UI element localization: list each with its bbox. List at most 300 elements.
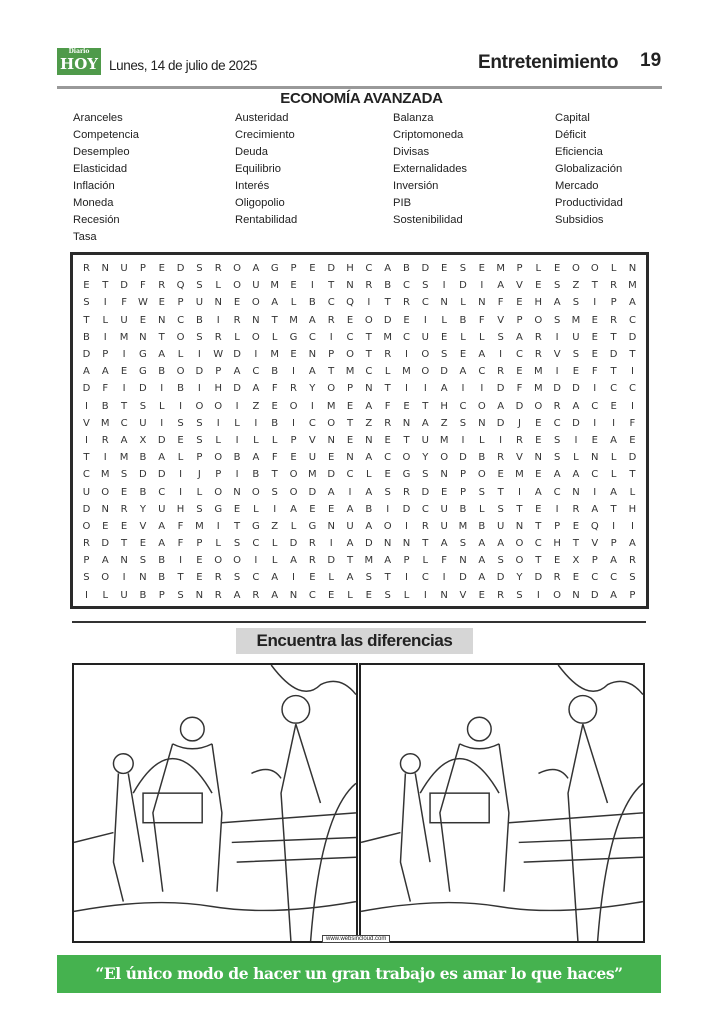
grid-letter[interactable]: S bbox=[553, 452, 561, 464]
grid-letter[interactable]: E bbox=[403, 400, 410, 412]
grid-letter[interactable]: L bbox=[384, 366, 391, 378]
grid-letter[interactable]: S bbox=[120, 469, 128, 481]
grid-letter[interactable]: D bbox=[496, 417, 505, 429]
grid-letter[interactable]: E bbox=[309, 503, 316, 515]
grid-letter[interactable]: O bbox=[289, 486, 298, 498]
grid-letter[interactable]: A bbox=[384, 555, 392, 567]
grid-letter[interactable]: R bbox=[365, 280, 373, 292]
grid-letter[interactable]: P bbox=[610, 538, 617, 550]
grid-letter[interactable]: E bbox=[572, 366, 580, 378]
grid-letter[interactable]: I bbox=[122, 572, 126, 584]
grid-letter[interactable]: S bbox=[553, 280, 561, 292]
grid-letter[interactable]: F bbox=[497, 297, 504, 309]
grid-letter[interactable]: S bbox=[139, 555, 147, 567]
grid-letter[interactable]: T bbox=[384, 383, 391, 395]
grid-letter[interactable]: R bbox=[403, 297, 410, 309]
grid-letter[interactable]: L bbox=[271, 331, 278, 343]
grid-letter[interactable]: N bbox=[365, 383, 373, 395]
grid-letter[interactable]: P bbox=[196, 452, 203, 464]
grid-letter[interactable]: R bbox=[308, 555, 316, 567]
grid-letter[interactable]: T bbox=[271, 314, 278, 326]
grid-letter[interactable]: H bbox=[534, 297, 543, 309]
grid-letter[interactable]: R bbox=[421, 520, 429, 532]
grid-letter[interactable]: A bbox=[478, 572, 486, 584]
grid-letter[interactable]: B bbox=[271, 417, 279, 429]
grid-letter[interactable]: C bbox=[252, 366, 260, 378]
grid-letter[interactable]: O bbox=[214, 400, 223, 412]
grid-letter[interactable]: I bbox=[593, 486, 597, 498]
grid-letter[interactable]: I bbox=[405, 349, 408, 361]
grid-letter[interactable]: O bbox=[515, 538, 524, 550]
grid-letter[interactable]: R bbox=[327, 314, 335, 326]
grid-letter[interactable]: G bbox=[139, 349, 147, 361]
grid-letter[interactable]: T bbox=[177, 572, 184, 584]
grid-letter[interactable]: I bbox=[103, 297, 107, 309]
grid-letter[interactable]: L bbox=[328, 572, 334, 584]
grid-letter[interactable]: B bbox=[139, 486, 147, 498]
grid-letter[interactable]: I bbox=[555, 331, 559, 343]
grid-letter[interactable]: P bbox=[516, 314, 523, 326]
grid-letter[interactable]: I bbox=[499, 349, 503, 361]
grid-letter[interactable]: C bbox=[591, 572, 599, 584]
grid-letter[interactable]: I bbox=[536, 589, 540, 601]
grid-letter[interactable]: L bbox=[610, 469, 617, 481]
grid-letter[interactable]: C bbox=[553, 417, 561, 429]
grid-letter[interactable]: N bbox=[346, 452, 354, 464]
grid-letter[interactable]: R bbox=[214, 331, 222, 343]
grid-letter[interactable]: O bbox=[327, 417, 336, 429]
grid-letter[interactable]: E bbox=[309, 572, 316, 584]
grid-letter[interactable]: P bbox=[610, 297, 617, 309]
grid-letter[interactable]: T bbox=[535, 520, 542, 532]
grid-letter[interactable]: S bbox=[196, 331, 203, 343]
grid-letter[interactable]: C bbox=[403, 331, 410, 343]
grid-letter[interactable]: D bbox=[82, 503, 91, 515]
grid-letter[interactable]: N bbox=[628, 263, 637, 275]
grid-letter[interactable]: O bbox=[214, 555, 223, 567]
grid-letter[interactable]: B bbox=[139, 589, 147, 601]
grid-letter[interactable]: C bbox=[158, 486, 166, 498]
grid-letter[interactable]: P bbox=[629, 589, 636, 601]
grid-letter[interactable]: E bbox=[177, 434, 184, 446]
grid-letter[interactable]: M bbox=[345, 366, 355, 378]
grid-letter[interactable]: S bbox=[196, 434, 203, 446]
grid-letter[interactable]: D bbox=[609, 349, 618, 361]
grid-letter[interactable]: R bbox=[610, 280, 618, 292]
grid-letter[interactable]: A bbox=[158, 538, 166, 550]
grid-letter[interactable]: U bbox=[120, 589, 128, 601]
grid-letter[interactable]: T bbox=[328, 366, 335, 378]
grid-letter[interactable]: S bbox=[497, 555, 504, 567]
grid-letter[interactable]: S bbox=[516, 589, 523, 601]
grid-letter[interactable]: T bbox=[271, 469, 278, 481]
grid-letter[interactable]: O bbox=[477, 469, 486, 481]
grid-letter[interactable]: E bbox=[591, 349, 598, 361]
grid-letter[interactable]: A bbox=[497, 538, 505, 550]
grid-letter[interactable]: M bbox=[195, 520, 204, 532]
grid-letter[interactable]: S bbox=[553, 314, 561, 326]
grid-letter[interactable]: A bbox=[610, 434, 618, 446]
grid-letter[interactable]: N bbox=[233, 486, 241, 498]
grid-letter[interactable]: B bbox=[478, 452, 486, 464]
grid-letter[interactable]: L bbox=[290, 520, 297, 532]
grid-letter[interactable]: I bbox=[179, 400, 183, 412]
grid-letter[interactable]: O bbox=[251, 297, 260, 309]
grid-letter[interactable]: M bbox=[364, 555, 374, 567]
grid-letter[interactable]: B bbox=[403, 263, 410, 275]
grid-letter[interactable]: M bbox=[100, 417, 110, 429]
grid-letter[interactable]: S bbox=[177, 417, 184, 429]
grid-letter[interactable]: C bbox=[365, 263, 373, 275]
grid-letter[interactable]: V bbox=[516, 280, 523, 292]
grid-letter[interactable]: I bbox=[292, 366, 295, 378]
grid-letter[interactable]: E bbox=[459, 349, 467, 361]
grid-letter[interactable]: D bbox=[157, 434, 166, 446]
grid-letter[interactable]: R bbox=[252, 589, 260, 601]
grid-letter[interactable]: A bbox=[101, 366, 109, 378]
grid-letter[interactable]: A bbox=[252, 452, 260, 464]
grid-letter[interactable]: A bbox=[271, 572, 279, 584]
grid-letter[interactable]: E bbox=[384, 469, 391, 481]
grid-letter[interactable]: D bbox=[496, 572, 505, 584]
grid-letter[interactable]: O bbox=[289, 469, 298, 481]
grid-letter[interactable]: D bbox=[327, 555, 336, 567]
grid-letter[interactable]: N bbox=[402, 538, 411, 550]
grid-letter[interactable]: L bbox=[479, 503, 485, 515]
grid-letter[interactable]: M bbox=[119, 331, 129, 343]
grid-letter[interactable]: S bbox=[83, 572, 90, 584]
grid-letter[interactable]: A bbox=[233, 589, 241, 601]
grid-letter[interactable]: N bbox=[289, 589, 298, 601]
grid-letter[interactable]: E bbox=[478, 263, 485, 275]
grid-letter[interactable]: A bbox=[629, 297, 636, 309]
grid-letter[interactable]: E bbox=[516, 297, 523, 309]
grid-letter[interactable]: E bbox=[478, 589, 485, 601]
grid-letter[interactable]: R bbox=[610, 314, 618, 326]
grid-letter[interactable]: G bbox=[289, 331, 298, 343]
grid-letter[interactable]: P bbox=[139, 263, 146, 275]
grid-letter[interactable]: R bbox=[233, 314, 241, 326]
grid-letter[interactable]: O bbox=[195, 400, 204, 412]
grid-letter[interactable]: R bbox=[553, 572, 561, 584]
grid-letter[interactable]: P bbox=[158, 589, 165, 601]
grid-letter[interactable]: E bbox=[328, 503, 335, 515]
grid-letter[interactable]: N bbox=[572, 589, 580, 601]
grid-letter[interactable]: A bbox=[421, 417, 429, 429]
grid-letter[interactable]: C bbox=[384, 452, 392, 464]
grid-letter[interactable]: I bbox=[310, 280, 314, 292]
grid-letter[interactable]: I bbox=[216, 520, 220, 532]
grid-letter[interactable]: L bbox=[196, 486, 203, 498]
grid-letter[interactable]: D bbox=[383, 314, 392, 326]
grid-letter[interactable]: A bbox=[290, 555, 297, 567]
grid-letter[interactable]: R bbox=[628, 555, 636, 567]
grid-letter[interactable]: S bbox=[196, 503, 203, 515]
grid-letter[interactable]: T bbox=[121, 538, 128, 550]
grid-letter[interactable]: T bbox=[516, 503, 523, 515]
grid-letter[interactable]: N bbox=[139, 331, 147, 343]
grid-letter[interactable]: S bbox=[572, 349, 580, 361]
grid-letter[interactable]: I bbox=[329, 331, 333, 343]
grid-letter[interactable]: L bbox=[535, 263, 542, 275]
grid-letter[interactable]: I bbox=[179, 469, 183, 481]
grid-letter[interactable]: D bbox=[157, 469, 166, 481]
grid-letter[interactable]: P bbox=[215, 366, 222, 378]
grid-letter[interactable]: I bbox=[160, 383, 164, 395]
grid-letter[interactable]: T bbox=[384, 572, 391, 584]
grid-letter[interactable]: S bbox=[572, 297, 580, 309]
grid-letter[interactable]: O bbox=[553, 589, 562, 601]
grid-letter[interactable]: N bbox=[440, 469, 448, 481]
grid-letter[interactable]: F bbox=[177, 520, 184, 532]
grid-letter[interactable]: C bbox=[628, 314, 636, 326]
grid-letter[interactable]: P bbox=[177, 297, 184, 309]
grid-letter[interactable]: E bbox=[102, 520, 109, 532]
grid-letter[interactable]: N bbox=[440, 297, 448, 309]
grid-letter[interactable]: S bbox=[365, 572, 373, 584]
grid-letter[interactable]: U bbox=[252, 280, 260, 292]
grid-letter[interactable]: R bbox=[515, 434, 523, 446]
grid-letter[interactable]: A bbox=[572, 400, 580, 412]
grid-letter[interactable]: I bbox=[84, 400, 88, 412]
grid-letter[interactable]: M bbox=[571, 314, 581, 326]
grid-letter[interactable]: L bbox=[479, 434, 485, 446]
grid-letter[interactable]: Z bbox=[252, 400, 260, 412]
grid-letter[interactable]: L bbox=[102, 589, 109, 601]
grid-letter[interactable]: T bbox=[121, 400, 128, 412]
grid-letter[interactable]: I bbox=[367, 297, 371, 309]
grid-letter[interactable]: R bbox=[534, 331, 542, 343]
grid-letter[interactable]: A bbox=[497, 280, 505, 292]
grid-letter[interactable]: T bbox=[328, 280, 335, 292]
grid-letter[interactable]: A bbox=[384, 263, 392, 275]
grid-letter[interactable]: O bbox=[289, 400, 298, 412]
grid-letter[interactable]: D bbox=[82, 383, 91, 395]
grid-letter[interactable]: Z bbox=[572, 280, 580, 292]
grid-letter[interactable]: C bbox=[534, 538, 542, 550]
grid-letter[interactable]: A bbox=[553, 297, 561, 309]
grid-letter[interactable]: C bbox=[308, 417, 316, 429]
grid-letter[interactable]: N bbox=[440, 589, 448, 601]
grid-letter[interactable]: C bbox=[120, 417, 128, 429]
grid-letter[interactable]: L bbox=[610, 263, 617, 275]
grid-letter[interactable]: E bbox=[346, 434, 354, 446]
grid-letter[interactable]: P bbox=[459, 486, 466, 498]
grid-letter[interactable]: I bbox=[254, 349, 258, 361]
grid-letter[interactable]: N bbox=[101, 263, 109, 275]
grid-letter[interactable]: D bbox=[572, 417, 580, 429]
grid-letter[interactable]: R bbox=[572, 503, 580, 515]
grid-letter[interactable]: L bbox=[271, 555, 278, 567]
grid-letter[interactable]: L bbox=[234, 331, 240, 343]
grid-letter[interactable]: A bbox=[610, 589, 618, 601]
grid-letter[interactable]: E bbox=[309, 263, 316, 275]
grid-letter[interactable]: Z bbox=[365, 417, 373, 429]
grid-letter[interactable]: D bbox=[233, 383, 241, 395]
grid-letter[interactable]: A bbox=[516, 331, 523, 343]
grid-letter[interactable]: N bbox=[478, 297, 486, 309]
grid-letter[interactable]: R bbox=[82, 538, 90, 550]
grid-letter[interactable]: S bbox=[139, 400, 147, 412]
grid-letter[interactable]: B bbox=[158, 572, 166, 584]
grid-letter[interactable]: C bbox=[177, 314, 185, 326]
grid-letter[interactable]: D bbox=[628, 331, 637, 343]
grid-letter[interactable]: A bbox=[327, 486, 335, 498]
grid-letter[interactable]: E bbox=[120, 520, 128, 532]
grid-letter[interactable]: D bbox=[515, 400, 524, 412]
grid-letter[interactable]: B bbox=[308, 297, 316, 309]
grid-letter[interactable]: O bbox=[346, 349, 354, 361]
grid-letter[interactable]: T bbox=[233, 520, 241, 532]
grid-letter[interactable]: B bbox=[177, 383, 184, 395]
grid-letter[interactable]: A bbox=[478, 555, 486, 567]
grid-letter[interactable]: B bbox=[252, 469, 260, 481]
grid-letter[interactable]: C bbox=[327, 297, 335, 309]
grid-letter[interactable]: B bbox=[195, 314, 203, 326]
grid-letter[interactable]: Q bbox=[176, 280, 185, 292]
grid-letter[interactable]: N bbox=[327, 434, 335, 446]
grid-letter[interactable]: T bbox=[497, 486, 504, 498]
grid-letter[interactable]: E bbox=[120, 366, 128, 378]
grid-letter[interactable]: F bbox=[478, 314, 485, 326]
grid-letter[interactable]: E bbox=[591, 314, 598, 326]
grid-letter[interactable]: C bbox=[346, 469, 354, 481]
grid-letter[interactable]: H bbox=[440, 400, 448, 412]
grid-letter[interactable]: C bbox=[421, 297, 429, 309]
grid-letter[interactable]: B bbox=[158, 366, 166, 378]
grid-letter[interactable]: O bbox=[176, 366, 185, 378]
grid-letter[interactable]: P bbox=[102, 349, 109, 361]
grid-letter[interactable]: E bbox=[328, 589, 335, 601]
grid-letter[interactable]: E bbox=[516, 366, 523, 378]
grid-letter[interactable]: L bbox=[347, 589, 353, 601]
grid-letter[interactable]: L bbox=[460, 331, 466, 343]
grid-letter[interactable]: O bbox=[440, 452, 449, 464]
grid-letter[interactable]: D bbox=[327, 469, 336, 481]
grid-letter[interactable]: V bbox=[82, 417, 90, 429]
grid-letter[interactable]: T bbox=[384, 297, 391, 309]
grid-letter[interactable]: E bbox=[158, 263, 165, 275]
grid-letter[interactable]: I bbox=[423, 383, 427, 395]
grid-letter[interactable]: D bbox=[421, 486, 430, 498]
grid-letter[interactable]: O bbox=[572, 263, 580, 275]
grid-letter[interactable]: V bbox=[516, 452, 523, 464]
grid-letter[interactable]: U bbox=[496, 520, 505, 532]
grid-letter[interactable]: S bbox=[233, 572, 241, 584]
grid-letter[interactable]: F bbox=[271, 383, 278, 395]
grid-letter[interactable]: M bbox=[402, 366, 411, 378]
grid-letter[interactable]: E bbox=[591, 434, 598, 446]
grid-letter[interactable]: S bbox=[422, 280, 429, 292]
grid-letter[interactable]: N bbox=[572, 486, 580, 498]
grid-letter[interactable]: S bbox=[384, 589, 391, 601]
grid-letter[interactable]: E bbox=[591, 331, 598, 343]
grid-letter[interactable]: T bbox=[83, 314, 90, 326]
grid-letter[interactable]: N bbox=[402, 417, 411, 429]
grid-letter[interactable]: V bbox=[553, 349, 561, 361]
grid-letter[interactable]: P bbox=[290, 434, 297, 446]
grid-letter[interactable]: O bbox=[421, 366, 430, 378]
grid-letter[interactable]: D bbox=[440, 366, 448, 378]
grid-letter[interactable]: G bbox=[270, 263, 279, 275]
grid-letter[interactable]: H bbox=[553, 538, 561, 550]
grid-letter[interactable]: E bbox=[271, 400, 278, 412]
grid-letter[interactable]: S bbox=[196, 417, 203, 429]
grid-letter[interactable]: D bbox=[101, 538, 110, 550]
grid-letter[interactable]: D bbox=[459, 280, 467, 292]
grid-letter[interactable]: V bbox=[308, 434, 316, 446]
grid-letter[interactable]: D bbox=[139, 469, 147, 481]
grid-letter[interactable]: E bbox=[120, 486, 128, 498]
grid-letter[interactable]: B bbox=[365, 503, 373, 515]
grid-letter[interactable]: I bbox=[329, 538, 333, 550]
grid-letter[interactable]: L bbox=[460, 297, 466, 309]
grid-letter[interactable]: I bbox=[235, 469, 239, 481]
grid-letter[interactable]: A bbox=[572, 469, 580, 481]
grid-letter[interactable]: I bbox=[122, 349, 126, 361]
grid-letter[interactable]: L bbox=[234, 417, 240, 429]
grid-letter[interactable]: B bbox=[101, 400, 109, 412]
grid-letter[interactable]: N bbox=[591, 452, 599, 464]
grid-letter[interactable]: A bbox=[101, 555, 109, 567]
grid-letter[interactable]: N bbox=[383, 538, 392, 550]
grid-letter[interactable]: H bbox=[214, 383, 222, 395]
grid-letter[interactable]: S bbox=[196, 263, 203, 275]
grid-letter[interactable]: D bbox=[402, 503, 411, 515]
grid-letter[interactable]: B bbox=[233, 452, 241, 464]
grid-letter[interactable]: N bbox=[120, 555, 128, 567]
grid-letter[interactable]: A bbox=[308, 366, 316, 378]
grid-letter[interactable]: X bbox=[572, 555, 580, 567]
grid-letter[interactable]: F bbox=[140, 280, 146, 292]
grid-letter[interactable]: P bbox=[328, 349, 335, 361]
grid-letter[interactable]: U bbox=[440, 503, 448, 515]
grid-letter[interactable]: O bbox=[233, 280, 241, 292]
grid-letter[interactable]: Z bbox=[440, 417, 448, 429]
grid-letter[interactable]: C bbox=[252, 572, 260, 584]
grid-letter[interactable]: I bbox=[405, 383, 408, 395]
grid-letter[interactable]: I bbox=[461, 383, 465, 395]
grid-letter[interactable]: U bbox=[82, 486, 91, 498]
grid-letter[interactable]: I bbox=[423, 589, 427, 601]
grid-letter[interactable]: D bbox=[572, 383, 580, 395]
grid-letter[interactable]: O bbox=[251, 486, 260, 498]
grid-letter[interactable]: L bbox=[177, 452, 184, 464]
grid-letter[interactable]: T bbox=[591, 280, 598, 292]
grid-letter[interactable]: T bbox=[365, 349, 372, 361]
grid-letter[interactable]: I bbox=[310, 400, 314, 412]
grid-letter[interactable]: F bbox=[102, 383, 109, 395]
grid-letter[interactable]: A bbox=[459, 366, 467, 378]
grid-letter[interactable]: A bbox=[365, 452, 373, 464]
grid-letter[interactable]: A bbox=[629, 538, 636, 550]
grid-letter[interactable]: A bbox=[290, 503, 297, 515]
grid-letter[interactable]: R bbox=[497, 589, 505, 601]
grid-letter[interactable]: R bbox=[497, 452, 505, 464]
grid-letter[interactable]: T bbox=[422, 538, 429, 550]
grid-letter[interactable]: S bbox=[497, 503, 504, 515]
grid-letter[interactable]: N bbox=[327, 520, 335, 532]
grid-letter[interactable]: S bbox=[196, 280, 203, 292]
grid-letter[interactable]: D bbox=[496, 383, 505, 395]
grid-letter[interactable]: A bbox=[553, 469, 561, 481]
grid-letter[interactable]: N bbox=[195, 589, 204, 601]
grid-letter[interactable]: T bbox=[610, 366, 617, 378]
grid-letter[interactable]: A bbox=[365, 520, 373, 532]
grid-letter[interactable]: E bbox=[346, 314, 354, 326]
grid-letter[interactable]: B bbox=[158, 555, 166, 567]
grid-letter[interactable]: R bbox=[214, 589, 222, 601]
